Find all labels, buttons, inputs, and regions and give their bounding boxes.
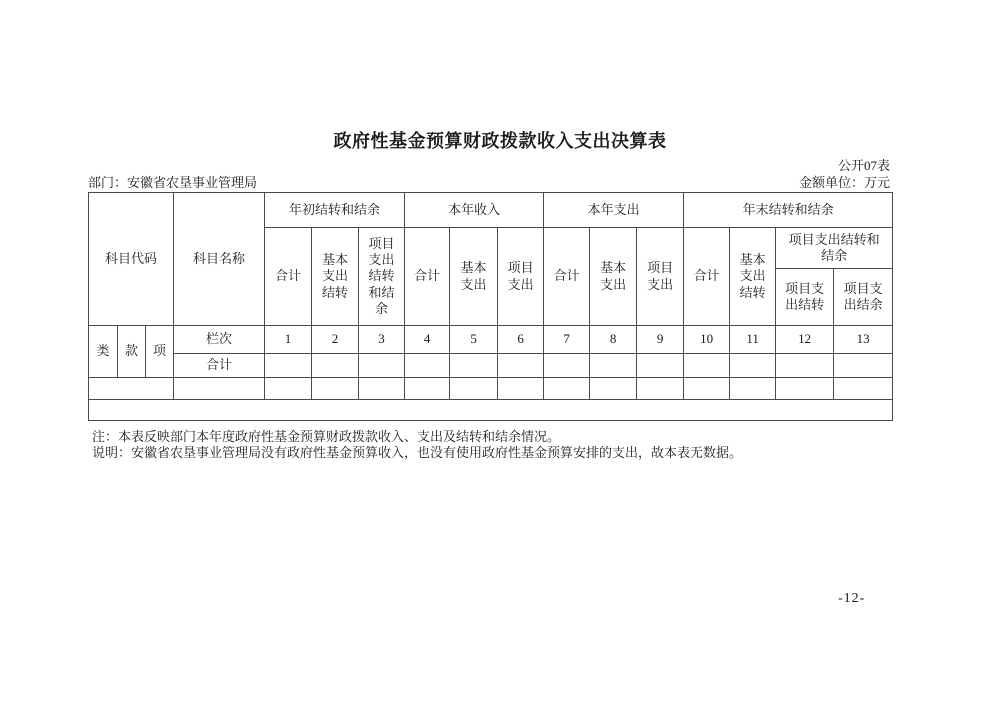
column-number-cell: 1 (265, 326, 312, 354)
empty-data-cell (544, 378, 590, 400)
empty-data-cell (544, 354, 590, 378)
header-col-3: 项目支出结转和结余 (359, 228, 405, 326)
table-code: 公开07表 (837, 158, 890, 173)
header-col-9: 项目支出 (637, 228, 684, 326)
header-col-7: 合计 (544, 228, 590, 326)
column-number-cell: 6 (498, 326, 544, 354)
column-number-row (89, 326, 893, 354)
column-number-cell: 9 (637, 326, 684, 354)
total-row (89, 354, 893, 378)
empty-data-cell (730, 378, 776, 400)
empty-data-cell (498, 354, 544, 378)
header-col-8: 基本支出 (590, 228, 637, 326)
lanci-label-cell: 栏次 (174, 326, 265, 354)
empty-data-cell (834, 378, 893, 400)
empty-data-cell (265, 378, 312, 400)
empty-data-cell (265, 354, 312, 378)
budget-table (88, 192, 893, 421)
total-label-cell: 合计 (174, 354, 265, 378)
table-note: 注：本表反映部门本年度政府性基金预算财政拨款收入、支出及结转和结余情况。 (92, 429, 561, 444)
header-col-12: 项目支出结转 (776, 269, 834, 326)
header-col-6: 项目支出 (498, 228, 544, 326)
department-label: 部门：安徽省农垦事业管理局 (88, 175, 258, 190)
full-width-empty-row (89, 400, 893, 421)
column-number-cell: 11 (730, 326, 776, 354)
code-col-xiang: 项 (146, 326, 174, 378)
table-explanation: 说明：安徽省农垦事业管理局没有政府性基金预算收入，也没有使用政府性基金预算安排的支出，故本表无数据。 (92, 445, 743, 460)
header-col-13: 项目支出结余 (834, 269, 893, 326)
header-col-2: 基本支出结转 (312, 228, 359, 326)
empty-data-cell (637, 354, 684, 378)
page-title: 政府性基金预算财政拨款收入支出决算表 (333, 131, 667, 151)
header-col-5: 基本支出 (450, 228, 498, 326)
column-number-cell: 8 (590, 326, 637, 354)
empty-data-cell (405, 378, 450, 400)
empty-name-cell (174, 378, 265, 400)
empty-data-cell (312, 378, 359, 400)
header-subject-name: 科目名称 (174, 193, 265, 326)
empty-data-cell (450, 378, 498, 400)
empty-data-cell (684, 378, 730, 400)
empty-data-cell (359, 354, 405, 378)
header-col-10: 合计 (684, 228, 730, 326)
column-number-cell: 3 (359, 326, 405, 354)
empty-data-cell (590, 378, 637, 400)
empty-code-cell (89, 378, 174, 400)
empty-data-cell (730, 354, 776, 378)
empty-data-cell (776, 354, 834, 378)
header-col-4: 合计 (405, 228, 450, 326)
column-number-cell: 13 (834, 326, 893, 354)
empty-data-cell (590, 354, 637, 378)
meta-row (88, 172, 890, 191)
empty-data-cell (637, 378, 684, 400)
column-number-cell: 7 (544, 326, 590, 354)
column-number-cell: 12 (776, 326, 834, 354)
empty-data-cell (405, 354, 450, 378)
empty-row (89, 378, 893, 400)
empty-data-cell (498, 378, 544, 400)
column-number-cell: 10 (684, 326, 730, 354)
header-col-11: 基本支出结转 (730, 228, 776, 326)
empty-data-cell (776, 378, 834, 400)
column-number-cell: 5 (450, 326, 498, 354)
header-row-groups (89, 193, 893, 228)
code-col-kuan: 款 (118, 326, 146, 378)
empty-data-cell (450, 354, 498, 378)
header-group-current-year-income: 本年收入 (405, 193, 544, 228)
page-number: -12- (838, 591, 866, 606)
column-number-cell: 4 (405, 326, 450, 354)
code-col-lei: 类 (89, 326, 118, 378)
empty-data-cell (312, 354, 359, 378)
header-subject-code: 科目代码 (89, 193, 174, 326)
header-col-1: 合计 (265, 228, 312, 326)
unit-label: 金额单位：万元 (798, 175, 890, 190)
empty-data-cell (834, 354, 893, 378)
empty-data-cell (684, 354, 730, 378)
header-group-year-start-balance: 年初结转和结余 (265, 193, 405, 228)
header-subgroup-project-balance: 项目支出结转和结余 (776, 228, 893, 269)
header-group-current-year-expenditure: 本年支出 (544, 193, 684, 228)
empty-data-cell (359, 378, 405, 400)
header-group-year-end-balance: 年末结转和结余 (684, 193, 893, 228)
empty-full-row-cell (89, 400, 893, 421)
column-number-cell: 2 (312, 326, 359, 354)
